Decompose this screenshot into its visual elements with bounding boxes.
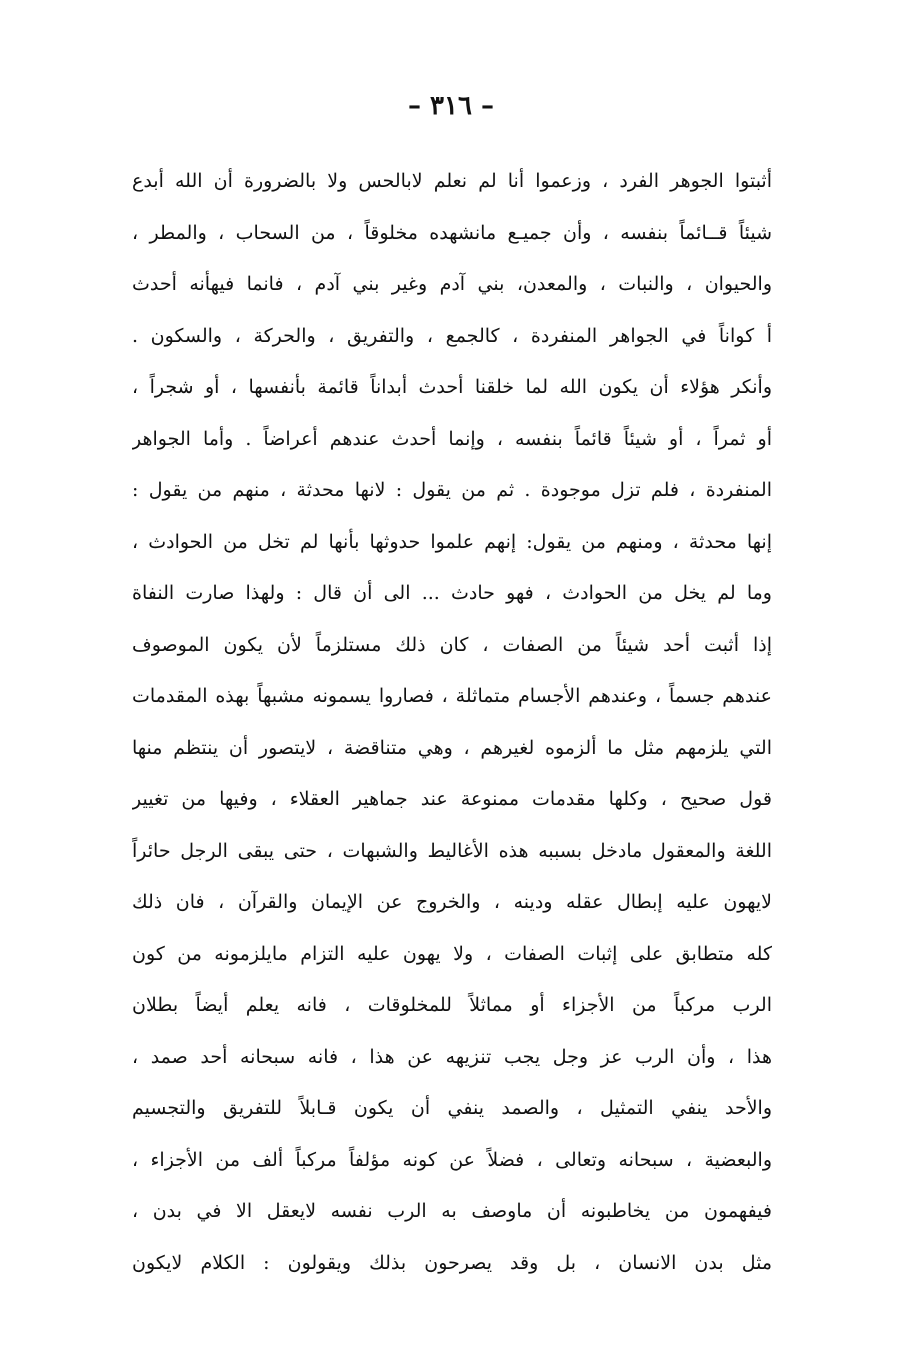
page-body-text — [132, 156, 772, 1289]
page-number: – ٣١٦ – — [407, 91, 495, 121]
text-line: أ كواناً في الجواهر المنفردة ، كالجمع ، والتفريق ، والحركة ، والسكون . — [132, 324, 772, 347]
text-line: مثل بدن الانسان ، بل وقد يصرحون بذلك ويقولون : الكلام لايكون — [132, 1251, 772, 1274]
text-line: وما لم يخل من الحوادث ، فهو حادث ... الى أن قال : ولهذا صارت النفاة — [132, 582, 772, 604]
text-line: عندهم جسماً ، وعندهم الأجسام متماثلة ، فصاروا يسمونه مشبهاً بهذه المقدمات — [132, 685, 772, 707]
text-line: الرب مركباً من الأجزاء أو مماثلاً للمخلوقات ، فانه يعلم أيضاً بطلان — [132, 994, 772, 1016]
text-line: والأحد ينفي التمثيل ، والصمد ينفي أن يكون قـابلاً للتفريق والتجسيم — [132, 1097, 772, 1119]
text-line: قول صحيح ، وكلها مقدمات ممنوعة عند جماهير العقلاء ، وفيها من تغيير — [132, 788, 772, 810]
text-line: والحيوان ، والنبات ، والمعدن، بني آدم وغير بني آدم ، فانما فيهأنه أحدث — [132, 273, 772, 295]
text-line: أو ثمراً ، أو شيئاً قائماً بنفسه ، وإنما أحدث عندهم أعراضاً . وأما الجواهر — [132, 427, 772, 450]
text-line: كله متطابق على إثبات الصفات ، ولا يهون عليه التزام مايلزمونه من كون — [132, 942, 772, 965]
text-line: المنفردة ، فلم تزل موجودة . ثم من يقول : لانها محدثة ، منهم من يقول : — [132, 479, 772, 501]
text-line: لايهون عليه إبطال عقله ودينه ، والخروج عن الإيمان والقرآن ، فان ذلك — [132, 891, 772, 913]
text-line: شيئاً قــائماً بنفسه ، وأن جميـع مانشهده مخلوقاً ، من السحاب ، والمطر ، — [132, 221, 772, 244]
text-line: التي يلزمهم مثل ما ألزموه لغيرهم ، وهي متناقضة ، لايتصور أن ينتظم منها — [132, 736, 772, 759]
text-line: والبعضية ، سبحانه وتعالى ، فضلاً عن كونه مؤلفاً مركباً ألف من الأجزاء ، — [132, 1148, 772, 1171]
text-line: هذا ، وأن الرب عز وجل يجب تنزيهه عن هذا ، فانه سبحانه أحد صمد ، — [132, 1045, 772, 1068]
text-line: اللغة والمعقول مادخل بسببه هذه الأغاليط والشبهات ، حتى يبقى الرجل حائراً — [132, 839, 772, 862]
text-line: فيفهمون من يخاطبونه أن ماوصف به الرب نفسه لايعقل الا في بدن ، — [132, 1200, 772, 1222]
text-line: إذا أثبت أحد شيئاً من الصفات ، كان ذلك مستلزماً لأن يكون الموصوف — [132, 633, 772, 656]
text-line: أثبتوا الجوهر الفرد ، وزعموا أنا لم نعلم لابالحس ولا بالضرورة أن الله أبدع — [132, 170, 772, 192]
text-line: إنها محدثة ، ومنهم من يقول: إنهم علموا حدوثها بأنها لم تخل من الحوادث ، — [132, 530, 772, 553]
text-line: وأنكر هؤلاء أن يكون الله لما خلقنا أحدث أبداناً قائمة بأنفسها ، أو شجراً ، — [132, 376, 772, 398]
